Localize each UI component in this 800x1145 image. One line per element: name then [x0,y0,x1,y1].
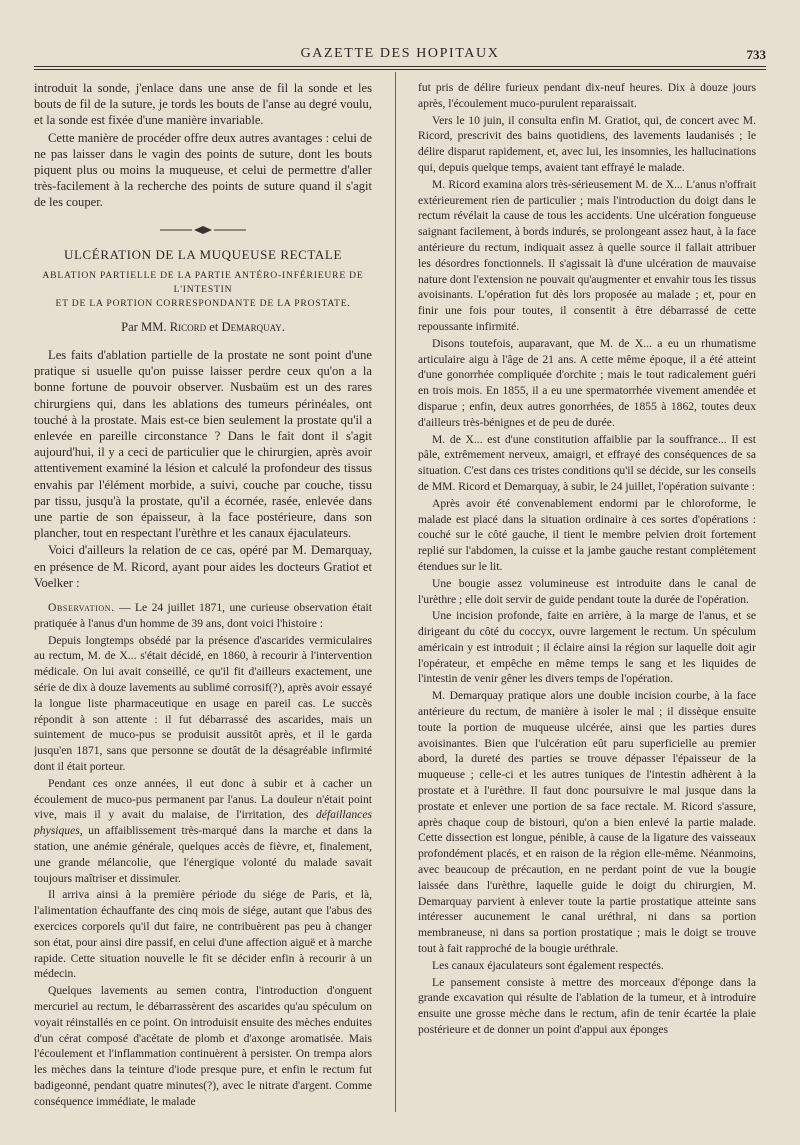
paragraph: Voici d'ailleurs la relation de ce cas, opéré par M. Demarquay, en présence de M. Ricord, ayant pour aides les docteurs Gratiot et Voelker : [34,543,372,590]
running-head [34,44,766,64]
author-name: Demarquay. [221,319,285,334]
header-rule-top [34,66,766,67]
paragraph: M. de X... est d'une constitution affaiblie par la souffrance... Il est pâle, extrêmement nerveux, amaigri, et effrayé des conséquences de sa situation. C'est dans ces tristes conditions qu'il se décide, sur les conseils de MM. Ricord et Demarquay, à subir, le 24 juillet, l'opération suivante : [418,432,756,493]
header-rule-bottom [34,69,766,70]
paragraph: fut pris de délire furieux pendant dix-neuf heures. Dix à douze jours après, l'écoulement muco-purulent reparaissait. [418,81,756,110]
paragraph: Disons toutefois, auparavant, que M. de X... a eu un rhumatisme articulaire aigu à l'âge de 21 ans. A cette même époque, il a été atteint d'une gonorrhée compliquée d'orchite ; mais le tout radicalement guéri en trois mois. En 1855, il a eu une spermatorrhée vivement amendée et disparue ; enfin, deux autres gonorrhées, de 1855 à 1862, toutes deux d'ailleurs très-bénignes et de peu de durée. [418,336,756,429]
emphasis-text: défaillances physiques [34,808,372,838]
section-ornament [34,225,372,235]
paragraph: Après avoir été convenablement endormi par le chloroforme, le malade est placé dans la situation ordinaire à ces sortes d'opérations : couché sur le côté gauche, il tient le membre pelvien droit fortement replié sur l'abdomen, la cuisse et la jambe gauche restant complétement étendues sur le lit. [418,496,756,573]
paragraph: Il arriva ainsi à la première période du siége de Paris, et là, l'alimentation échauffante des cinq mois de siége, autant que l'abus des exercices corporels qu'il dut faire, ne contribuèrent pas peu à changer son état, pour ainsi dire passif, en celui d'une affection aiguë et à marche rapide. Cette situation nouvelle le fit se décider enfin à recourir à un médecin. [34,888,372,981]
paragraph-text: Pendant ces onze années, il eut donc à subir et à cacher un écoulement de muco-pus permanent par l'anus. La douleur n'était point vive, mais il y avait du malaise, de l'irritation, des [34,776,372,822]
paragraph: Une bougie assez volumineuse est introduite dans le canal de l'urèthre ; elle doit servir de guide pendant toute la durée de l'opération. [418,576,756,606]
paragraph [34,776,372,887]
author-name: Ricord [169,319,207,334]
paragraph: Les canaux éjaculateurs sont également respectés. [432,958,664,972]
paragraph: Le pansement consiste à mettre des morceaux d'éponge dans la grande excavation qui résulte de l'ablation de la tumeur, et à introduire ensuite une grosse mèche dans le rectum, afin de tenir écartée la plaie postérieure et de donner un point d'appui aux éponges [418,975,756,1037]
column-divider [395,72,396,1112]
publication-title: GAZETTE DES HOPITAUX [300,46,500,61]
paragraph: Cette manière de procéder offre deux autres avantages : celui de ne pas laisser dans le vagin des points de suture, dont les bouts piquent plus ou moins la muqueuse, et celui de permettre d'aller très-facilement à la recherche des points de suture quand il s'agit de les couper. [34,130,372,210]
authors-conjunction: et [209,319,219,334]
right-column [418,80,756,1110]
paragraph: Quelques lavements au semen contra, l'introduction d'onguent mercuriel au rectum, le débarrassèrent des ascarides qu'au spéculum on voyait réinstallés en ce point. On introduisit ensuite des mèches enduites d'un cérat composé d'acétate de plomb et d'axonge aromatisée. Mais l'écoulement et l'inflammation continuèrent à persister. On trempa alors les mèches dans la teinture d'iode presque pure, et enfin le rectum fut badigeonné, pendant quatre minutes(?), avec le nitrate d'argent. Comme conséquence immédiate, le malade [34,984,372,1108]
article-title: ULCÉRATION DE LA MUQUEUSE RECTALE [63,246,343,262]
paragraph: M. Ricord examina alors très-sérieusement M. de X... L'anus n'offrait extérieurement rien de particulier ; mais l'introduction du doigt dans le rectum révélait la cause de tous les accidents. Une ulcération fongueuse saignant facilement, à bords indurés, se prolongeant assez haut, à la face antérieure du rectum, indiquait assez à quelle source il fallait attribuer les désordres fonctionnels. Il s'agissait là d'une ulcération de mauvaise nature dont l'extension ne pouvait qu'augmenter et envahir tous les tissus avoisinants. L'opération fut dès lors proposée au malade ; et, pour en finir une fois pour toutes, il consentit à être débarrassé de cette repoussante infirmité. [418,177,756,333]
article-authors [34,319,372,335]
observation-label: Observation. [48,601,115,615]
article-subtitle-line: ABLATION PARTIELLE DE LA PARTIE ANTÉRO-INFÉRIEURE DE L'INTESTIN [42,269,364,295]
left-column [34,80,372,1110]
observation-paragraph [34,600,372,632]
paragraph: Les faits d'ablation partielle de la prostate ne sont point d'une pratique si usuelle qu'on puisse laisser perdre ceux qu'on a la bonne fortune de pouvoir observer. Nusbaüm est un des rares chirurgiens qui, dans les ablations des tumeurs périnéales, ont touché à la prostate. Mais est-ce bien seulement la prostate qu'il a enlevée en pareille circonstance ? Dans le fait dont il s'agit aujourd'hui, il y a ceci de particulier que le chirurgien, après avoir attentivement examiné la lésion et calculé la profondeur des tissus envahis par l'élément morbide, a suivi, couche par couche, tissu par tissu, jusqu'à la prostate, qu'il a écornée, rasée, enlevée dans une partie de son épaisseur, à la face postérieure, dans son plancher, tout en respectant l'urèthre et les canaux éjaculateurs. [34,348,372,541]
authors-prefix: Par MM. [121,319,167,334]
paragraph: introduit la sonde, j'enlace dans une anse de fil la sonde et les bouts de fil de la suture, je tords les bouts de l'anse au degré voulu, et la sonde est fixée d'une manière invariable. [34,81,372,128]
page-number: 733 [746,47,766,62]
article-subtitle [34,269,372,311]
paragraph: Vers le 10 juin, il consulta enfin M. Gratiot, qui, de concert avec M. Ricord, prescrivit des bains quotidiens, des lavements laudanisés ; le délire disparut rapidement, et, avec lui, les insomnies, les hallucinations qui, depuis quelque temps, avaient tant effrayé le malade. [418,113,756,174]
paragraph: M. Demarquay pratique alors une double incision courbe, à la face antérieure du rectum, de manière à isoler le mal ; il dissèque ensuite toute la portion de muqueuse ulcérée, ainsi que les parties dures avoisinantes. Bien que l'ulcération eût paru superficielle au premier abord, la dureté des parties se trouve dépasser l'épaisseur de la muqueuse ; celle-ci et les autres tuniques de l'intestin adhèrent à la prostate et à l'urèthre. Il faut donc poursuivre le mal jusque dans la prostate et enlever une portion de sa face rectale. M. Ricord s'assure, après chaque coup de bistouri, qu'on a bien enlevé la partie malade. Cette dissection est longue, pénible, à cause de la ligature des vaisseaux profondément placés, et en raison de la région elle-même. Néanmoins, avec beaucoup de précaution, en ne perdant point de vue la bougie laissée dans l'urèthre, laquelle guide le doigt du chirurgien, M. Demarquay parvient à enlever toute la partie prostatique atteinte sans intéresser aucunement le canal uréthral, ni dans sa portion membraneuse, ni dans sa portion prostatique ; mais le doigt se trouve tout à fait rapproché de la bougie uréthrale. [418,689,756,956]
article-subtitle-line: ET DE LA PORTION CORRESPONDANTE DE LA PROSTATE. [55,297,351,309]
paragraph: Une incision profonde, faite en arrière, à la marge de l'anus, et se dirigeant du côté du coccyx, ouvre largement le rectum. Un spéculum américain y est introduit ; il éclaire ainsi la région sur laquelle doit agir l'opérateur, et empêche en même temps le sang et les liquides de l'intestin de venir gêner les divers temps de l'opération. [418,609,756,686]
paragraph-text: , un affaiblissement très-marqué dans la marche et dans la station, une anémie générale, quelques accès de fièvre, et, finalement, une grande mélancolie, que l'énergique volonté du malade savait toujours maîtriser et dissimuler. [34,824,372,885]
observation-text: — Le 24 juillet 1871, une curieuse observation était pratiquée à l'anus d'un homme de 39 ans, dont voici l'histoire : [34,601,372,630]
paragraph: Depuis longtemps obsédé par la présence d'ascarides vermiculaires au rectum, M. de X... s'était décidé, en 1860, à recourir à l'intervention médicale. On lui avait conseillé, ce qu'il fit d'ailleurs exactement, une série de dix à douze lavements au sublimé corrosif(?), après avoir essayé la longue liste pharmaceutique en usage en pareil cas. Le succès répondit à son attente : il fut débarrassé des ascarides, mais un suintement de muco-pus se produisit aussitôt après, et il le garda jusqu'en 1871, sans que personne se doutât de la désagréable infirmité dont il était porteur. [34,633,372,774]
